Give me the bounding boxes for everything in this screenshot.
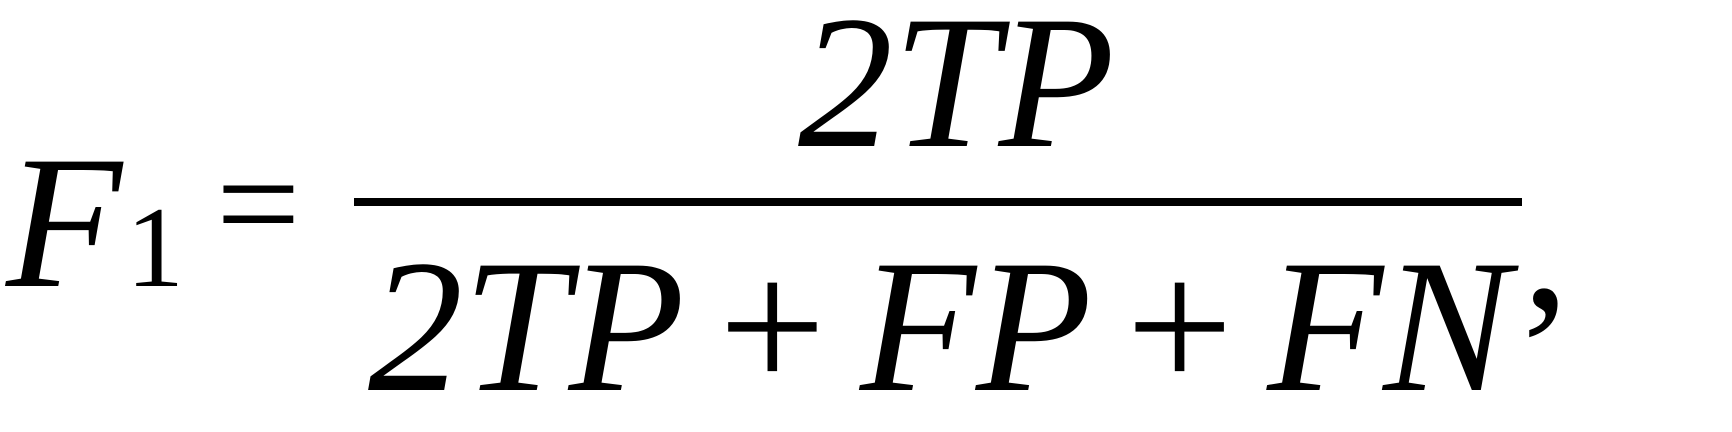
- denominator-term-2tp: 2TP: [368, 222, 685, 432]
- plus-sign: +: [1126, 222, 1234, 432]
- trailing-comma: ,: [1522, 140, 1570, 350]
- f1-symbol: F: [6, 118, 123, 328]
- fraction-denominator: [368, 222, 1510, 432]
- plus-sign: +: [718, 222, 826, 432]
- denominator-term-fp: FP: [859, 222, 1093, 432]
- fraction-numerator: 2TP: [798, 0, 1115, 188]
- f1-subscript: 1: [126, 184, 184, 312]
- fraction-bar: [354, 198, 1522, 206]
- denominator-term-fn: FN: [1267, 222, 1510, 432]
- equals-sign: =: [216, 121, 301, 287]
